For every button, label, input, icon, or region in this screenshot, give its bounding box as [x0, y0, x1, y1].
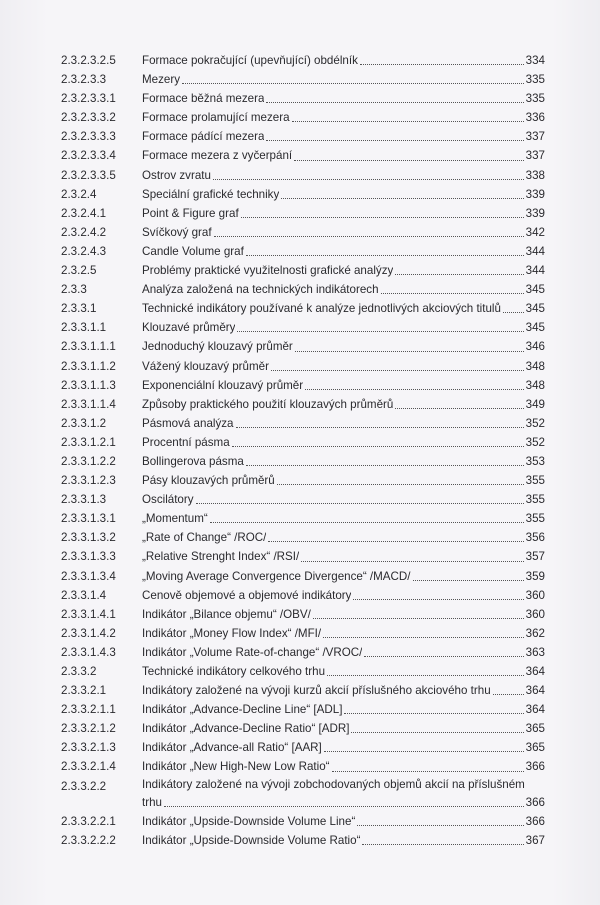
toc-entry-number: 2.3.3.2.1.3 [61, 741, 116, 755]
toc-entry [61, 166, 545, 185]
toc-entry-title-text: Ostrov zvratu [142, 168, 211, 182]
toc-entry [61, 280, 545, 299]
toc-entry-number: 2.3.2.3.3.2 [61, 111, 116, 125]
toc-entry [61, 738, 545, 757]
toc-entry-title-text: Procentní pásma [142, 435, 230, 449]
toc-entry-number: 2.3.2.3.3.3 [61, 130, 116, 144]
toc-entry-title-text: Jednoduchý klouzavý průměr [142, 340, 293, 354]
toc-entry-title [142, 471, 526, 490]
toc-entry-title-text: Cenově objemové a objemové indikátory [142, 588, 352, 602]
toc-entry-number: 2.3.2.4.2 [61, 225, 107, 239]
toc-entry [61, 185, 545, 204]
toc-entry-number: 2.3.3.1.2.2 [61, 454, 116, 468]
toc-entry-title [142, 452, 526, 471]
toc-entry-page: 344 [525, 244, 545, 258]
dot-leader [353, 598, 523, 600]
toc-entry-title [142, 166, 526, 185]
toc-entry-title [142, 357, 526, 376]
dot-leader [271, 369, 524, 371]
toc-entry [61, 831, 545, 850]
toc-entry-number: 2.3.2.5 [61, 264, 97, 278]
toc-entry-page: 362 [525, 626, 545, 640]
dot-leader [213, 178, 524, 180]
toc-entry-title [142, 242, 526, 261]
toc-entry [61, 299, 545, 318]
dot-leader [237, 330, 523, 332]
toc-entry-title [142, 204, 526, 223]
table-of-contents [61, 51, 545, 850]
toc-entry-page: 367 [525, 833, 545, 847]
toc-entry-number: 2.3.3.1.3.1 [61, 512, 116, 526]
toc-entry-number: 2.3.3.1.3 [61, 493, 107, 507]
toc-entry-title-text: Candle Volume graf [142, 244, 244, 258]
toc-entry-page: 364 [525, 703, 545, 717]
toc-entry-number: 2.3.2.3.2.5 [61, 54, 116, 67]
dot-leader [493, 693, 524, 695]
toc-entry-title [142, 624, 526, 643]
toc-entry-title [142, 812, 526, 831]
toc-entry-number: 2.3.3.1.4.2 [61, 626, 116, 640]
toc-entry-title-text: Indikátory založené na vývoji kurzů akcií příslušného akciového trhu [142, 684, 491, 698]
toc-entry-title [142, 89, 526, 108]
toc-entry-number: 2.3.3.1.2 [61, 416, 107, 430]
toc-entry-title-text: „Rate of Change“ /ROC/ [142, 531, 267, 545]
toc-entry-title-text: Formace prolamující mezera [142, 111, 290, 125]
toc-entry-title-text: Svíčkový graf [142, 225, 212, 239]
toc-entry [61, 357, 545, 376]
dot-leader [210, 521, 524, 523]
toc-entry-title-text: Technické indikátory celkového trhu [142, 665, 326, 678]
toc-entry-title-text: Vážený klouzavý průměr [142, 359, 269, 373]
toc-entry [61, 719, 545, 738]
toc-entry [61, 700, 545, 719]
toc-entry-title [142, 547, 526, 566]
toc-entry-number: 2.3.3.1.1.1 [61, 340, 116, 354]
dot-leader [232, 445, 524, 447]
toc-entry-title-text: Pásmová analýza [142, 416, 234, 430]
toc-entry-page: 342 [525, 225, 545, 239]
toc-entry [61, 547, 545, 566]
toc-entry-title [142, 395, 526, 414]
toc-entry-title-text: Indikátor „Advance-all Ratio“ [AAR] [142, 741, 322, 755]
toc-entry-page: 336 [525, 111, 545, 125]
dot-leader [332, 770, 524, 772]
toc-entry [61, 223, 545, 242]
toc-entry [61, 490, 545, 509]
toc-entry-number: 2.3.2.3.3.4 [61, 149, 116, 163]
toc-entry-number: 2.3.3.2.2 [61, 779, 107, 793]
dot-leader [313, 617, 524, 619]
toc-entry-page: 364 [525, 684, 545, 698]
dot-leader [246, 254, 524, 256]
toc-entry-title [142, 280, 526, 299]
dot-leader [281, 197, 523, 199]
toc-entry-title [142, 831, 526, 850]
toc-entry-title-text: Formace běžná mezera [142, 92, 265, 106]
toc-entry-title-text: Klouzavé průměry [142, 321, 236, 335]
toc-entry-page: 366 [525, 795, 545, 809]
toc-entry-title [142, 185, 526, 204]
dot-leader [246, 464, 524, 466]
dot-leader [503, 311, 524, 313]
toc-entry-title [142, 738, 526, 757]
toc-entry-title-text: Indikátor „Volume Rate-of-change“ /VROC/ [142, 645, 363, 659]
toc-entry-number: 2.3.2.4 [61, 187, 97, 201]
dot-leader [362, 843, 523, 845]
toc-entry-page: 339 [525, 206, 545, 220]
toc-entry-title-text: Problémy praktické využitelnosti grafické analýzy [142, 264, 394, 278]
toc-entry-page: 335 [525, 73, 545, 87]
toc-entry-title [142, 567, 526, 586]
toc-entry [61, 471, 545, 490]
dot-leader [301, 560, 523, 562]
toc-entry-number: 2.3.2.4.3 [61, 244, 107, 258]
toc-entry-page: 363 [525, 645, 545, 659]
dot-leader [351, 731, 523, 733]
toc-entry [61, 433, 545, 452]
toc-entry-title-text: Formace mezera z vyčerpání [142, 149, 293, 163]
toc-entry-title-text: Způsoby praktického použití klouzavých průměrů [142, 397, 394, 411]
dot-leader [357, 824, 523, 826]
toc-entry-page: 360 [525, 607, 545, 621]
toc-entry-number: 2.3.3.1.2.3 [61, 474, 116, 488]
dot-leader [323, 636, 524, 638]
toc-entry-title-text: „Relative Strenght Index“ /RSI/ [142, 550, 300, 564]
toc-entry-title-text: Formace pádící mezera [142, 130, 265, 144]
toc-entry [61, 261, 545, 280]
dot-leader [360, 63, 524, 65]
toc-entry-number: 2.3.3.1.1.4 [61, 397, 116, 411]
toc-entry-number: 2.3.3.1.1.3 [61, 378, 116, 392]
toc-entry-title [142, 586, 526, 605]
toc-entry-page: 337 [525, 130, 545, 144]
toc-entry-number: 2.3.3.2.2.1 [61, 814, 116, 828]
toc-entry-title-text: Analýza založená na technických indikátorech [142, 283, 379, 297]
toc-entry-title-text: Technické indikátory používané k analýze jednotlivých akciových titulů [142, 302, 501, 316]
toc-entry-title [142, 70, 526, 89]
toc-entry [61, 567, 545, 586]
toc-entry-title [142, 757, 526, 776]
toc-entry-number: 2.3.2.3.3.1 [61, 92, 116, 106]
toc-entry-title [142, 777, 545, 812]
toc-entry [61, 146, 545, 165]
dot-leader [214, 235, 524, 237]
dot-leader [182, 82, 524, 84]
toc-entry-title [142, 223, 526, 242]
toc-entry-page: 352 [525, 435, 545, 449]
dot-leader [364, 655, 523, 657]
dot-leader [294, 159, 524, 161]
toc-entry-number: 2.3.3.1.3.4 [61, 569, 116, 583]
toc-entry-number: 2.3.3.1.3.2 [61, 531, 116, 545]
toc-entry-title [142, 700, 526, 719]
toc-entry-page: 365 [525, 741, 545, 755]
toc-entry-number: 2.3.2.3.3.5 [61, 168, 116, 182]
dot-leader [324, 750, 524, 752]
toc-entry-number: 2.3.2.4.1 [61, 206, 107, 220]
toc-entry [61, 643, 545, 662]
toc-entry-page: 337 [525, 149, 545, 163]
toc-entry [61, 70, 545, 89]
dot-leader [381, 292, 524, 294]
toc-entry-title [142, 662, 526, 681]
toc-entry-title-text: Speciální grafické techniky [142, 187, 280, 201]
toc-entry-title-text: Oscilátory [142, 493, 194, 507]
toc-entry-title-text: Mezery [142, 73, 181, 87]
toc-entry-page: 356 [525, 531, 545, 545]
toc-entry-number: 2.3.3.2 [61, 665, 97, 678]
toc-entry-title [142, 337, 526, 356]
toc-entry [61, 127, 545, 146]
toc-entry-number: 2.3.3.1.2.1 [61, 435, 116, 449]
toc-entry-title [142, 108, 526, 127]
toc-entry-title-text: Indikátor „Upside-Downside Volume Line“ [142, 814, 356, 828]
toc-entry-title [142, 299, 526, 318]
toc-entry [61, 318, 545, 337]
dot-leader [413, 579, 524, 581]
toc-entry-number: 2.3.3.1.1.2 [61, 359, 116, 373]
toc-entry-number: 2.3.2.3.3 [61, 73, 107, 87]
toc-entry-number: 2.3.3.1.4.1 [61, 607, 116, 621]
toc-entry-number: 2.3.3.1.3.3 [61, 550, 116, 564]
toc-entry [61, 681, 545, 700]
toc-entry-title [142, 376, 526, 395]
toc-entry [61, 586, 545, 605]
dot-leader [305, 388, 524, 390]
toc-entry-title-text: Indikátor „Advance-Decline Ratio“ [ADR] [142, 722, 350, 736]
toc-entry-title [142, 318, 526, 337]
toc-entry-title [142, 681, 526, 700]
toc-entry-page: 355 [525, 474, 545, 488]
dot-leader [277, 483, 524, 485]
toc-entry-title-text: Indikátor „Money Flow Index“ /MFI/ [142, 626, 322, 640]
toc-entry [61, 757, 545, 776]
dot-leader [164, 805, 524, 807]
toc-entry-title [142, 509, 526, 528]
toc-entry-page: 338 [525, 168, 545, 182]
toc-entry-page: 334 [525, 54, 545, 67]
toc-entry [61, 376, 545, 395]
dot-leader [196, 502, 524, 504]
toc-entry-page: 355 [525, 493, 545, 507]
toc-entry [61, 452, 545, 471]
toc-entry [61, 108, 545, 127]
toc-entry-page: 349 [525, 397, 545, 411]
toc-entry-number: 2.3.3.1.4 [61, 588, 107, 602]
toc-entry-title [142, 146, 526, 165]
toc-entry-number: 2.3.3.2.1.4 [61, 760, 116, 774]
dot-leader [292, 120, 524, 122]
toc-entry-page: 353 [525, 454, 545, 468]
toc-entry-title-text: Indikátor „Advance-Decline Line“ [ADL] [142, 703, 343, 717]
toc-entry-title-text: „Momentum“ [142, 512, 208, 526]
toc-entry-page: 344 [525, 264, 545, 278]
toc-entry [61, 509, 545, 528]
toc-entry-page: 345 [525, 321, 545, 335]
toc-entry-page: 366 [525, 814, 545, 828]
toc-entry-title-text: Indikátor „Bilance objemu“ /OBV/ [142, 607, 311, 621]
toc-entry-number: 2.3.3.2.1.1 [61, 703, 116, 717]
toc-entry [61, 812, 545, 831]
toc-entry-page: 348 [525, 359, 545, 373]
toc-entry [61, 777, 545, 812]
toc-entry-title [142, 414, 526, 433]
toc-entry-page: 348 [525, 378, 545, 392]
toc-entry [61, 662, 545, 681]
toc-entry [61, 51, 545, 70]
toc-entry [61, 242, 545, 261]
toc-entry-number: 2.3.3 [61, 283, 87, 297]
toc-entry-title-text: Formace pokračující (upevňující) obdélník [142, 54, 358, 67]
toc-entry-number: 2.3.3.1.1 [61, 321, 107, 335]
toc-entry-title-text: Bollingerova pásma [142, 454, 244, 468]
toc-entry [61, 528, 545, 547]
toc-entry-title-line: Indikátory založené na vývoji zobchodovaných objemů akcií na příslušném [142, 777, 525, 791]
toc-entry-page: 339 [525, 187, 545, 201]
toc-entry-number: 2.3.3.2.1 [61, 684, 107, 698]
toc-entry-title-text: Indikátor „New High-New Low Ratio“ [142, 760, 330, 774]
dot-leader [295, 350, 524, 352]
toc-entry-page: 352 [525, 416, 545, 430]
toc-entry-title [142, 433, 526, 452]
toc-entry-page: 364 [525, 665, 545, 678]
toc-entry-page: 366 [525, 760, 545, 774]
toc-entry-title-text: „Moving Average Convergence Divergence“ /MACD/ [142, 569, 411, 583]
toc-entry-page: 345 [525, 283, 545, 297]
toc-entry-title [142, 528, 526, 547]
toc-entry-page: 360 [525, 588, 545, 602]
toc-entry-page: 365 [525, 722, 545, 736]
dot-leader [395, 407, 523, 409]
toc-entry-title [142, 643, 526, 662]
toc-entry [61, 204, 545, 223]
toc-entry-number: 2.3.3.2.1.2 [61, 722, 116, 736]
toc-entry-title-continuation: trhu [142, 795, 162, 809]
dot-leader [266, 101, 523, 103]
dot-leader [344, 712, 523, 714]
toc-entry-title-text: Indikátor „Upside-Downside Volume Ratio“ [142, 833, 361, 847]
toc-entry-number: 2.3.3.2.2.2 [61, 833, 116, 847]
dot-leader [241, 216, 524, 218]
toc-entry-title [142, 719, 526, 738]
toc-entry-title-text: Exponenciální klouzavý průměr [142, 378, 304, 392]
toc-entry [61, 624, 545, 643]
toc-entry [61, 89, 545, 108]
toc-entry-page: 335 [525, 92, 545, 106]
toc-entry-page: 355 [525, 512, 545, 526]
dot-leader [236, 426, 524, 428]
toc-entry-title [142, 127, 526, 146]
toc-entry-number: 2.3.3.1.4.3 [61, 645, 116, 659]
toc-entry [61, 337, 545, 356]
dot-leader [266, 139, 523, 141]
toc-entry [61, 605, 545, 624]
toc-entry-title [142, 51, 526, 70]
toc-entry-title-text: Pásy klouzavých průměrů [142, 474, 275, 488]
dot-leader [327, 674, 524, 676]
toc-entry [61, 395, 545, 414]
toc-entry-page: 346 [525, 340, 545, 354]
toc-entry-title-text: Point & Figure graf [142, 206, 239, 220]
toc-entry-title [142, 490, 526, 509]
toc-entry-page: 357 [525, 550, 545, 564]
toc-entry-page: 359 [525, 569, 545, 583]
toc-entry-title [142, 605, 526, 624]
toc-entry-number: 2.3.3.1 [61, 302, 97, 316]
toc-entry-page: 345 [525, 302, 545, 316]
toc-entry-title [142, 261, 526, 280]
dot-leader [268, 540, 523, 542]
toc-entry [61, 414, 545, 433]
dot-leader [395, 273, 523, 275]
